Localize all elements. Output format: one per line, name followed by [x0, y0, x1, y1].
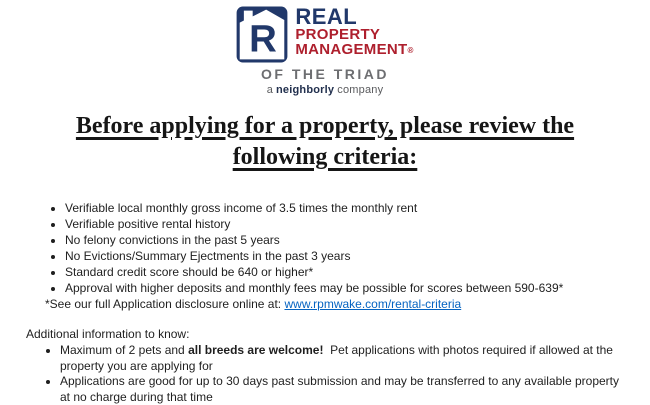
criteria-item: • No Evictions/Summary Ejectments in the past 3 years: [65, 248, 630, 264]
criteria-item: • Verifiable positive rental history: [65, 216, 630, 232]
criteria-list: [0, 200, 650, 296]
criteria-item: • Approval with higher deposits and monthly fees may be possible for scores between 590-639*: [65, 280, 630, 296]
footnote-text: *See our full Application disclosure online at:: [45, 297, 285, 311]
tagline-suffix: company: [337, 84, 384, 96]
rpm-house-r-icon: [236, 6, 288, 63]
rpm-logo: [0, 6, 650, 96]
tagline-neighborly: neighborly: [276, 84, 335, 96]
logo-word-real: REAL: [295, 4, 358, 29]
additional-info-section: [0, 326, 650, 405]
criteria-item: • No felony convictions in the past 5 years: [65, 232, 630, 248]
tagline-prefix: a: [266, 84, 274, 96]
logo-region-of-the-triad: OF THE TRIAD: [261, 66, 389, 82]
page-title-line2: following criteria:: [232, 144, 418, 170]
registered-trademark-symbol: ®: [407, 46, 414, 55]
application-disclosure-footnote: [45, 296, 650, 312]
logo-tagline: [0, 84, 650, 96]
criteria-item: • Standard credit score should be 640 or higher*: [65, 264, 630, 280]
additional-info-item: • Maximum of 2 pets and all breeds are welcome! Pet applications with photos required if allowed at the property you are applying for: [60, 343, 624, 374]
svg-text:R: R: [249, 17, 278, 61]
criteria-item: • Verifiable local monthly gross income of 3.5 times the monthly rent: [65, 200, 630, 216]
rental-criteria-link[interactable]: www.rpmwake.com/rental-criteria: [284, 297, 462, 311]
logo-row: [0, 6, 650, 63]
logo-wordmark: [295, 6, 413, 58]
logo-word-property: PROPERTY: [295, 26, 381, 43]
additional-info-label: Additional information to know:: [26, 327, 190, 341]
page-title-line1: Before applying for a property, please review the: [75, 113, 575, 139]
logo-word-management: MANAGEMENT®: [295, 41, 414, 58]
page-title: [0, 111, 650, 173]
additional-info-item: • Applications are good for up to 30 days past submission and may be transferred to any available property at no charge during that time: [60, 374, 624, 405]
additional-info-list: [0, 343, 650, 405]
